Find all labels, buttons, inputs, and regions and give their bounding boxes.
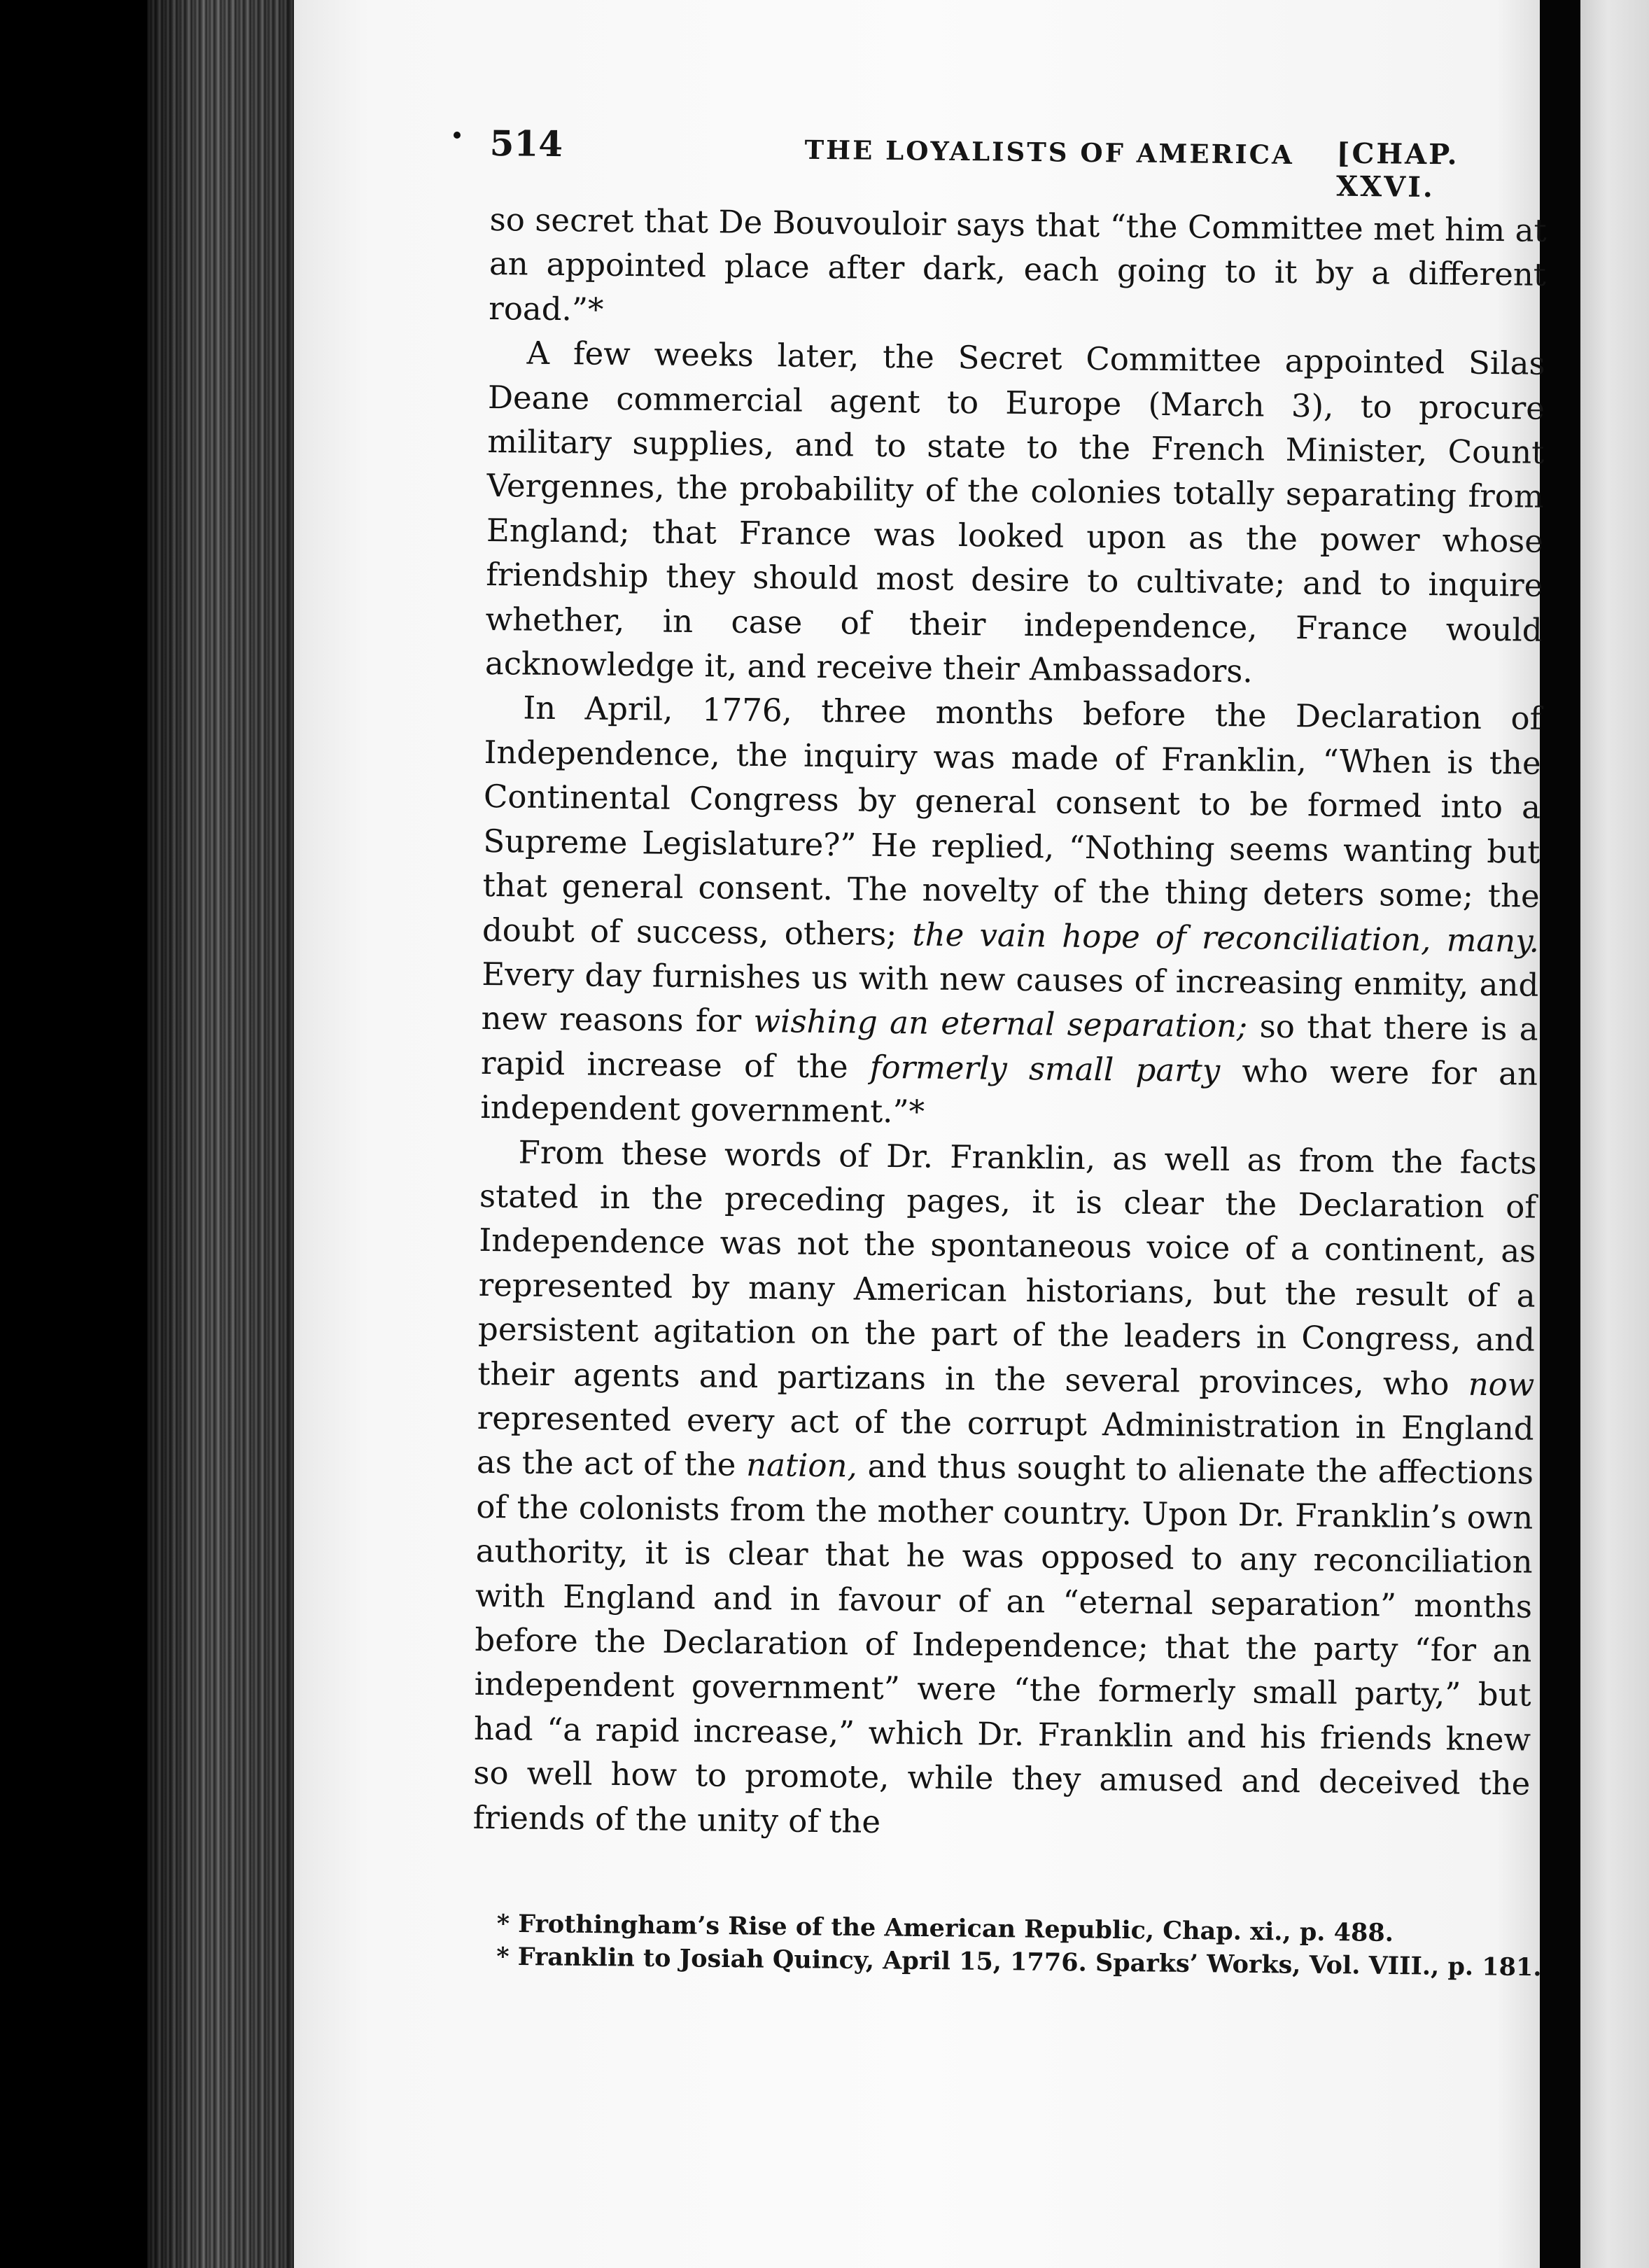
footnote-2: * Franklin to Josiah Quincy, April 15, 1776. Sparks’ Works, Vol. VIII., p. 181. <box>496 1942 1542 1982</box>
text-run: represented every act of the corrupt Administration in England as the act of the <box>476 1399 1534 1484</box>
body-text <box>472 197 1546 1851</box>
italic-phrase: now <box>1468 1365 1535 1404</box>
text-run: who were for an independent government.”* <box>480 1051 1538 1130</box>
footnotes <box>454 1907 1547 1984</box>
text-run: A few weeks later, the Secret Committee appointed Silas Deane commercial agent to Europe (March 3), to procure military supplies, and to state to the French Minister, Count Vergennes, the probability of the colonies totally separating from England; that France was looked upon as the power whose friendship they should most desire to cultivate; and to inquire whether, in case of their independence, France would acknowledge it, and receive their Ambassadors. <box>484 334 1545 690</box>
italic-phrase: wishing an eternal separation; <box>753 1002 1248 1045</box>
scan-black-margin <box>0 0 154 2268</box>
ink-speck <box>454 132 461 139</box>
footnote-1: * Frothingham’s Rise of the American Republic, Chap. xi., p. 488. <box>496 1909 1394 1948</box>
paragraph-p1 <box>489 197 1547 342</box>
running-header <box>489 122 1554 204</box>
text-run: and thus sought to alienate the affections of the colonists from the mother country. Upon Dr. Franklin’s own authority, it is clear that he was opposed to any reconciliation with England and in favour of an “eternal separation” months before the Declaration of Independence; that the party “for an independent government” were “the formerly small party,” but had “a rapid increase,” which Dr. Franklin and his friends knew so well how to promote, while they amused and deceived the friends of the unity of the <box>472 1447 1534 1840</box>
facing-page-edge <box>1580 0 1649 2268</box>
paragraph-p3 <box>480 685 1542 1140</box>
text-run: so that there is a rapid increase of the <box>480 1007 1538 1086</box>
text-run: Every day furnishes us with new causes of increasing enmity, and new reasons for <box>481 955 1539 1040</box>
chapter-label: [CHAP. XXVI. <box>1335 136 1459 204</box>
text-run: In April, 1776, three months before the Declaration of Independence, the inquiry was made of Franklin, “When is the Continental Congress by general consent to be formed into a Supreme Legislature?” He replied, “Nothing seems wanting but that general consent. The novelty of the thing deters some; the doubt of success, others; <box>482 690 1542 953</box>
text-run: so secret that De Bouvouloir says that “the Committee met him at an appointed place after dark, each going to it by a different road.”* <box>489 200 1547 328</box>
running-title: THE LOYALISTS OF AMERICA <box>804 134 1295 171</box>
text-run: From these words of Dr. Franklin, as well as from the facts stated in the preceding pages, it is clear the Declaration of Independence was not the spontaneous voice of a continent, as represented by many American historians, but the result of a persistent agitation on the part of the leaders in Congress, and their agents and partizans in the several provinces, who <box>477 1133 1537 1403</box>
paragraph-p2 <box>485 330 1545 696</box>
italic-phrase: formerly small party <box>869 1048 1221 1089</box>
italic-phrase: the vain hope of reconciliation, many. <box>912 915 1540 960</box>
italic-phrase: nation, <box>745 1446 858 1485</box>
stacked-page-edges <box>147 0 297 2268</box>
page-number: 514 <box>489 122 563 165</box>
paragraph-p4 <box>472 1129 1537 1850</box>
